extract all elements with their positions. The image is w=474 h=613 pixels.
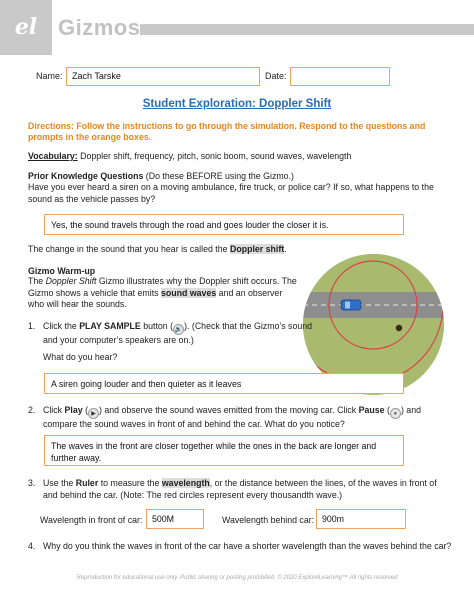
q1-instructions [43,321,313,347]
sound-waves-term: sound waves [160,287,217,298]
play-icon: ▶ [88,408,99,419]
wavelength-front-field[interactable]: 500M [146,509,204,529]
wavelength-front-label: Wavelength in front of car: [40,515,143,525]
car-icon [341,300,361,310]
date-label: Date: [265,71,287,81]
sentence-end: . [284,244,287,254]
q1-prompt: What do you hear? [43,352,118,362]
observer-icon [396,325,402,331]
warmup-title: Gizmo Warm-up [28,266,96,276]
prior-knowledge-heading [28,171,448,183]
gizmos-wordmark: Gizmos [58,15,141,40]
q1-text-c: ). (Check that the Gizmo’s sound and your computer’s speakers are on.) [43,321,313,345]
warmup-paragraph [28,276,298,311]
directions: Directions: Follow the instructions to go through the simulation. Respond to the questions and prompts in the orange boxes. [28,121,426,143]
name-field[interactable]: Zach Tarske [66,67,260,86]
play-sample-label: PLAY SAMPLE [79,321,141,331]
q4-question: Why do you think the waves in front of the car have a shorter wavelength than the waves behind the car? [43,541,452,551]
explorelearning-logo: el [0,0,52,55]
warmup-text-1: The [28,276,46,286]
page-title: Student Exploration: Doppler Shift [142,98,332,110]
q2-text-d: ( [384,405,390,415]
q3-text-b: to measure the [98,478,162,488]
copyright-footer: Reproduction for educational use only. Public sharing or posting prohibited. © 2020 ExploreLearning™ All rights reserved [76,575,398,581]
q2-instructions [43,405,447,431]
q3-text-a: Use the [43,478,76,488]
gizmos-header [0,0,474,55]
gizmo-name: Doppler Shift [45,276,97,286]
car-windshield [345,302,350,309]
sentence-text: The change in the sound that you hear is called the [28,244,230,254]
vocabulary-line [28,151,448,163]
q3-instructions [43,478,447,501]
warmup-text-3: and an observer who will hear the sounds. [28,287,283,310]
pause-label: Pause [358,405,385,415]
prior-knowledge-note: (Do these BEFORE using the Gizmo.) [143,171,294,181]
prior-knowledge-answer[interactable]: Yes, the sound travels through the road and goes louder the closer it is. [44,214,404,235]
prior-knowledge-question: Have you ever heard a siren on a moving ambulance, fire truck, or police car? If so, what happens to the sound as the vehicle passes by? [28,182,434,204]
q2-text-c: ) and observe the sound waves emitted from the moving car. Click [99,405,359,415]
prior-knowledge-title: Prior Knowledge Questions [28,171,144,181]
header-bar [140,24,474,35]
q3-number: 3. [28,478,36,488]
q2-text-a: Click [43,405,65,415]
wavelength-behind-field[interactable]: 900m [316,509,406,529]
q2-text-e: ) and compare the sound waves in front of and behind the car. What do you notice? [43,405,421,429]
q1-answer[interactable]: A siren going louder and then quieter as it leaves [44,373,404,394]
doppler-shift-sentence [28,244,298,256]
ruler-label: Ruler [75,478,99,488]
doppler-shift-term: Doppler shift [229,244,285,254]
vocabulary-label: Vocabulary: [28,151,78,161]
speaker-icon: 🔊 [173,324,184,335]
q1-number: 1. [28,321,36,331]
wavelength-term: wavelength [161,478,210,488]
q4-number: 4. [28,541,36,551]
date-field[interactable] [290,67,390,86]
name-label: Name: [36,71,63,81]
play-label: Play [64,405,83,415]
vocabulary-terms: Doppler shift, frequency, pitch, sonic boom, sound waves, wavelength [77,151,352,161]
wavelength-behind-label: Wavelength behind car: [222,515,315,525]
q3-text-c: , or the distance between the lines, of the waves in front of and behind the car. (Note: The red circles represent every thousandth wave.) [43,478,437,500]
q2-answer[interactable]: The waves in the front are closer together while the ones in the back are longer and further away. [44,435,404,466]
q2-text-b: ( [82,405,88,415]
q1-text-b: button ( [140,321,174,331]
q2-number: 2. [28,405,36,415]
pause-icon: ⏸ [390,408,401,419]
warmup-text-2: Gizmo illustrates why the Doppler shift occurs. The Gizmo shows a vehicle that emits [28,276,297,298]
q1-text-a: Click the [43,321,80,331]
